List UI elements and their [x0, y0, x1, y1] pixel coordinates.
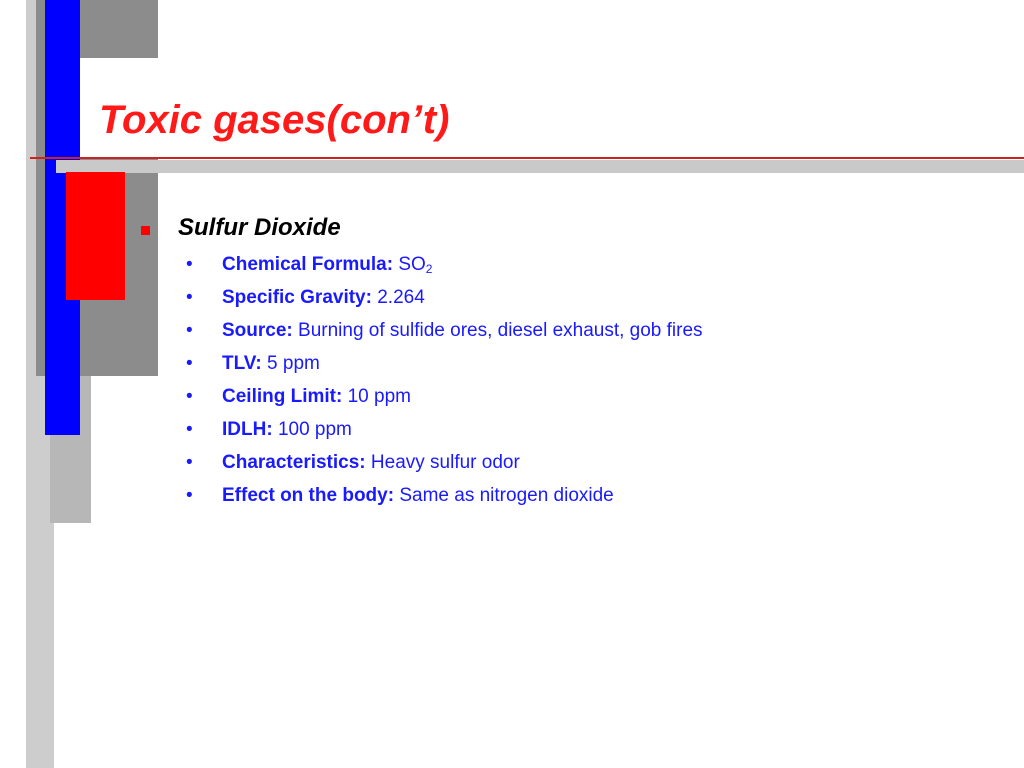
- item-value: Heavy sulfur odor: [370, 452, 520, 473]
- item-label: Ceiling Limit:: [222, 386, 343, 407]
- bullet-dot-icon: •: [186, 386, 193, 407]
- decor-red-block: [66, 172, 125, 300]
- bullet-dot-icon: •: [186, 419, 193, 440]
- item-label: Effect on the body:: [222, 485, 395, 506]
- item-value: Same as nitrogen dioxide: [399, 485, 614, 506]
- item-value: 5 ppm: [267, 353, 320, 374]
- item-label: Specific Gravity:: [222, 287, 372, 308]
- item-label: Chemical Formula:: [222, 254, 394, 275]
- bullet-dot-icon: •: [186, 353, 193, 374]
- slide-title: Toxic gases(con’t): [99, 98, 450, 142]
- item-label: TLV:: [222, 353, 262, 374]
- bullet-dot-icon: •: [186, 485, 193, 506]
- section-heading: Sulfur Dioxide: [178, 214, 341, 241]
- square-bullet-icon: [141, 226, 150, 235]
- title-underline-shadow: [56, 160, 1024, 173]
- item-value: 2.264: [377, 287, 425, 308]
- item-value: 100 ppm: [277, 419, 352, 440]
- item-value-subscript: 2: [425, 262, 433, 276]
- item-value: SO: [398, 254, 426, 275]
- item-label: IDLH:: [222, 419, 273, 440]
- item-value: 10 ppm: [347, 386, 411, 407]
- item-label: Characteristics:: [222, 452, 366, 473]
- title-underline: [30, 157, 1024, 159]
- item-label: Source:: [222, 320, 293, 341]
- bullet-dot-icon: •: [186, 287, 193, 308]
- bullet-dot-icon: •: [186, 452, 193, 473]
- bullet-dot-icon: •: [186, 320, 193, 341]
- bullet-dot-icon: •: [186, 254, 193, 275]
- item-value: Burning of sulfide ores, diesel exhaust, gob fires: [298, 320, 703, 341]
